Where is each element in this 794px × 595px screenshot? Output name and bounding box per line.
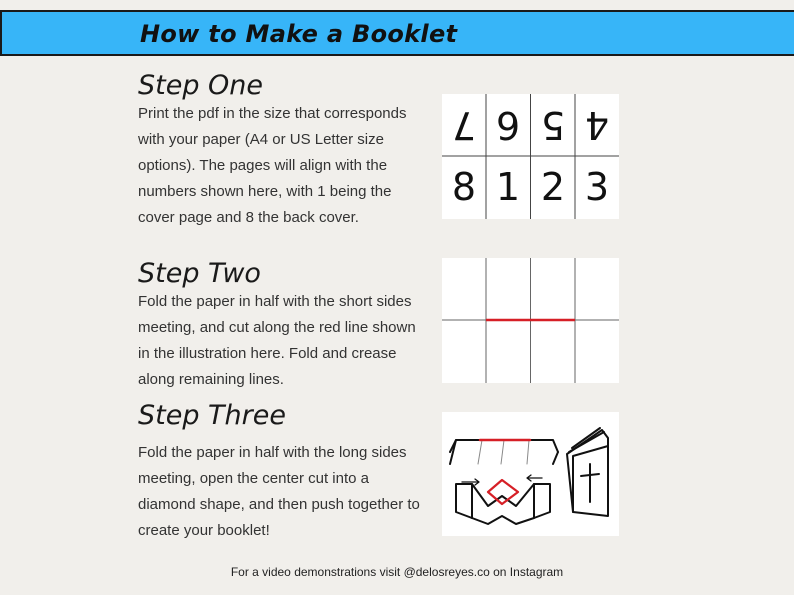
step-three-heading: Step Three	[138, 400, 286, 431]
page-title: How to Make a Booklet	[140, 20, 458, 48]
fold-cut-diagram	[442, 258, 619, 383]
title-banner	[0, 10, 794, 56]
page-layout-grid	[442, 94, 619, 219]
step-two-text: Fold the paper in half with the short sides meeting, and cut along the red line shown in the illustration here. Fold and crease along remaining lines.	[138, 293, 416, 388]
page-number-1: 1	[495, 165, 521, 209]
page-number-6: 6	[495, 103, 521, 147]
page-layout-diagram	[442, 94, 619, 219]
page-number-8: 8	[451, 165, 477, 209]
page-number-4: 4	[584, 103, 610, 147]
fold-cut-grid	[442, 258, 619, 383]
page-number-3: 3	[584, 165, 610, 209]
page-number-5: 5	[540, 103, 566, 147]
step-one-heading: Step One	[138, 70, 264, 101]
step-three-text: Fold the paper in half with the long sides meeting, open the center cut into a diamond shape, and then push together to create your booklet!	[138, 444, 420, 539]
booklet-assembly-diagram	[442, 412, 619, 536]
booklet-icon	[567, 428, 608, 516]
page-number-2: 2	[540, 165, 566, 209]
step-two-heading: Step Two	[138, 258, 261, 289]
diamond-fold-drawing	[456, 475, 550, 524]
assembly-illustration	[442, 412, 619, 536]
step-one-text: Print the pdf in the size that corresponds with your paper (A4 or US Letter size options). The pages will align with the numbers shown here, with 1 being the cover page and 8 the back cover.	[138, 105, 407, 226]
footer-note: For a video demonstrations visit @delosreyes.co on Instagram	[230, 565, 564, 579]
folded-paper-drawing	[450, 440, 558, 464]
page-number-7: 7	[451, 103, 477, 147]
